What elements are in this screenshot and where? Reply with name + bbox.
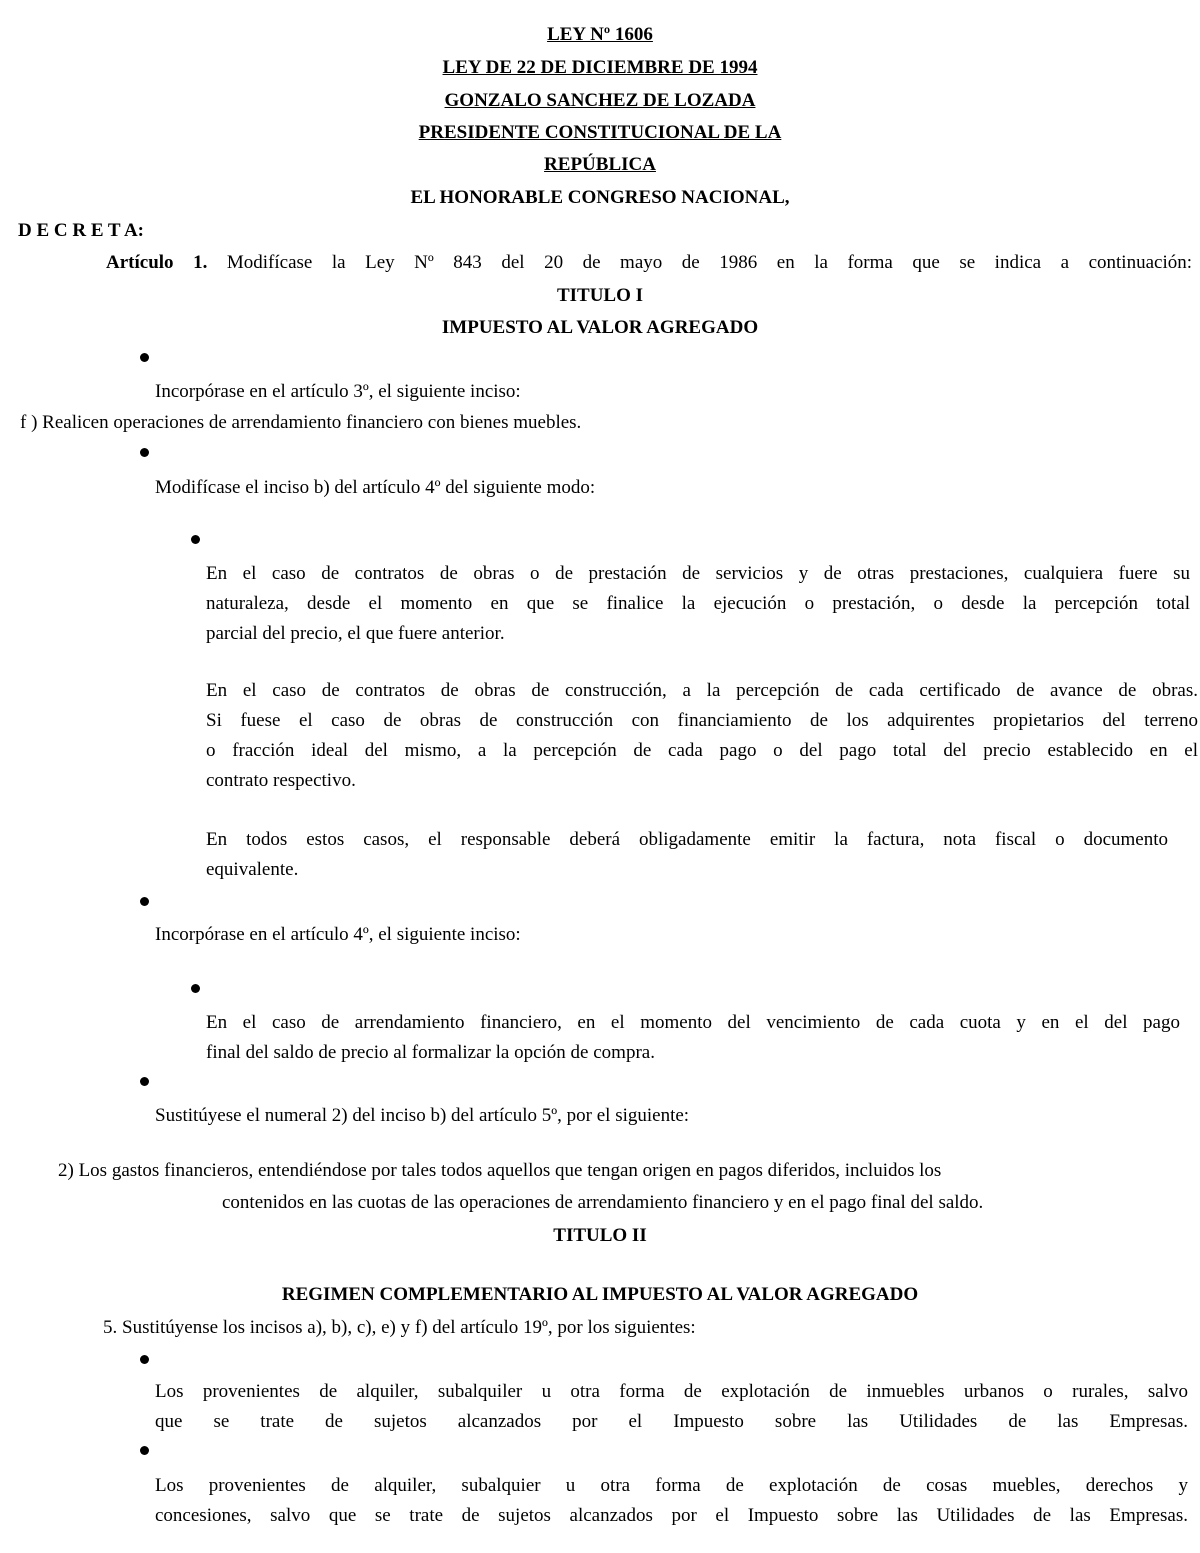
item-4-text: Sustitúyese el numeral 2) del inciso b) del artículo 5º, por el siguiente: — [155, 1105, 690, 1126]
bullet-icon — [140, 1077, 149, 1086]
item-1-text: Incorpórase en el artículo 3º, el siguiente inciso: — [155, 381, 521, 402]
titulo-2-title: TITULO II — [553, 1225, 647, 1246]
item-3-paragraph-1 — [206, 1008, 1180, 1068]
titulo-1-subtitle: IMPUESTO AL VALOR AGREGADO — [441, 317, 759, 338]
section-5-intro: 5. Sustitúyense los incisos a), b), c), e) y f) del artículo 19º, por los siguientes: — [103, 1317, 696, 1338]
titulo-2-subtitle: REGIMEN COMPLEMENTARIO AL IMPUESTO AL VALOR AGREGADO — [281, 1284, 919, 1305]
item-4-subclause-line-1: 2) Los gastos financieros, entendiéndose por tales todos aquellos que tengan origen en pagos diferidos, incluidos los — [58, 1160, 942, 1181]
paragraph-line: En todos estos casos, el responsable deberá obligadamente emitir la factura, nota fiscal o documento — [206, 829, 1168, 850]
paragraph-line: Si fuese el caso de obras de construcción con financiamiento de los adquirentes propietarios del terreno — [206, 710, 1198, 731]
paragraph-line: equivalente. — [206, 859, 299, 880]
item-3-text: Incorpórase en el artículo 4º, el siguiente inciso: — [155, 924, 521, 945]
item-4-subclause-line-2: contenidos en las cuotas de las operaciones de arrendamiento financiero y en el pago final del saldo. — [222, 1192, 984, 1213]
item-2-paragraph-1 — [206, 559, 1190, 649]
paragraph-line: concesiones, salvo que se trate de sujetos alcanzados por el Impuesto sobre las Utilidades de las Empresas. — [155, 1505, 1188, 1526]
decreta-heading: D E C R E T A: — [18, 220, 144, 241]
article-1 — [106, 248, 1192, 278]
bullet-icon — [140, 1355, 149, 1364]
paragraph-line: En el caso de contratos de obras de construcción, a la percepción de cada certificado de avance de obras. — [206, 680, 1198, 701]
paragraph-line: que se trate de sujetos alcanzados por el Impuesto sobre las Utilidades de las Empresas. — [155, 1411, 1188, 1432]
bullet-icon — [140, 353, 149, 362]
item-2-paragraph-2 — [206, 676, 1198, 796]
president-title-cont: REPÚBLICA — [544, 154, 656, 175]
bullet-icon — [191, 984, 200, 993]
section-5-item-b — [155, 1471, 1188, 1531]
paragraph-line: o fracción ideal del mismo, a la percepción de cada pago o del pago total del precio establecido en el — [206, 740, 1198, 761]
article-1-text: Modifícase la Ley Nº 843 del 20 de mayo de 1986 en la forma que se indica a continuación: — [226, 252, 1193, 273]
paragraph-line: final del saldo de precio al formalizar la opción de compra. — [206, 1042, 655, 1063]
bullet-icon — [140, 1446, 149, 1455]
bullet-icon — [140, 897, 149, 906]
president-title: PRESIDENTE CONSTITUCIONAL DE LA — [418, 122, 782, 143]
paragraph-line: naturaleza, desde el momento en que se finalice la ejecución o prestación, o desde la percepción total — [206, 593, 1190, 614]
paragraph-line: Los provenientes de alquiler, subalquier u otra forma de explotación de cosas muebles, derechos y — [155, 1475, 1188, 1496]
item-2-paragraph-3 — [206, 825, 1168, 885]
president-name: GONZALO SANCHEZ DE LOZADA — [444, 90, 756, 111]
article-1-label: Artículo 1. — [106, 252, 208, 273]
paragraph-line: En el caso de arrendamiento financiero, en el momento del vencimiento de cada cuota y en el del pago — [206, 1012, 1180, 1033]
paragraph-line: En el caso de contratos de obras o de prestación de servicios y de otras prestaciones, cualquiera fuere su — [206, 563, 1190, 584]
titulo-1-title: TITULO I — [556, 285, 644, 306]
law-number: LEY Nº 1606 — [547, 24, 653, 45]
bullet-icon — [191, 535, 200, 544]
item-1-subclause: f ) Realicen operaciones de arrendamiento financiero con bienes muebles. — [20, 412, 582, 433]
bullet-icon — [140, 448, 149, 457]
item-2-text: Modifícase el inciso b) del artículo 4º del siguiente modo: — [155, 477, 596, 498]
paragraph-line: parcial del precio, el que fuere anterior. — [206, 623, 505, 644]
law-date: LEY DE 22 DE DICIEMBRE DE 1994 — [442, 57, 758, 78]
paragraph-line: Los provenientes de alquiler, subalquiler u otra forma de explotación de inmuebles urbanos o rurales, salvo — [155, 1381, 1188, 1402]
section-5-item-a — [155, 1377, 1188, 1437]
paragraph-line: contrato respectivo. — [206, 770, 356, 791]
congress-heading: EL HONORABLE CONGRESO NACIONAL, — [410, 187, 790, 208]
